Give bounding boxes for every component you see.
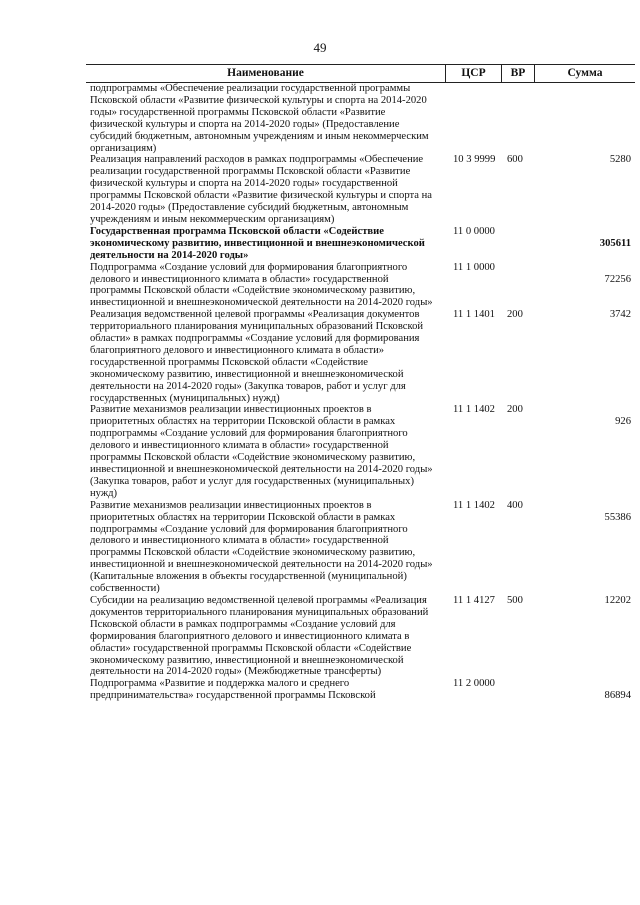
row-sum: 86894 [604, 690, 631, 702]
table-header [86, 64, 635, 83]
row-sum: 305611 [599, 237, 631, 249]
row-csr: 11 1 1401 [453, 309, 495, 321]
table-row [86, 226, 635, 262]
row-name: Развитие механизмов реализации инвестиционных проектов в приоритетных областях на территории Псковской области в рамках подпрограммы «Создание условий для формирования благоприятного делового и инвестиционного климата в области» государственной программы Псковской области «Содействие экономическому развитию, инвестиционной и внешнеэкономической деятельности на 2014-2020 годы» (Капитальные вложения в объекты государственной (муниципальной) собственности) [90, 499, 433, 595]
row-sum: 72256 [604, 273, 631, 285]
header-name: Наименование [227, 66, 304, 79]
table-row [86, 262, 635, 310]
table-row [86, 309, 635, 404]
row-csr: 11 0 0000 [453, 225, 495, 237]
row-sum: 3742 [609, 309, 631, 321]
header-csr: ЦСР [445, 65, 501, 82]
row-csr: 11 2 0000 [453, 678, 495, 690]
row-csr: 11 1 0000 [453, 261, 495, 273]
table-row [86, 500, 635, 595]
table-row [86, 154, 635, 225]
row-sum: 12202 [604, 594, 631, 606]
row-name: Государственная программа Псковской области «Содействие экономическому развитию, инвестиционной и внешнеэкономической деятельности на 2014-2020 годы» [90, 225, 425, 261]
row-name: подпрограммы «Обеспечение реализации государственной программы Псковской области «Развитие физической культуры и спорта на 2014-2020 годы» государственной программы Псковской области «Развитие физической культуры и спорта на 2014-2020 годы» (Предоставление субсидий бюджетным, автономным учреждениям и иным некоммерческим организациям) [90, 83, 429, 154]
table-row [86, 83, 635, 154]
row-sum: 5280 [609, 154, 631, 166]
header-sum: Сумма [534, 65, 635, 82]
table-row [86, 404, 635, 499]
row-name: Развитие механизмов реализации инвестиционных проектов в приоритетных областях на территории Псковской области в рамках подпрограммы «Создание условий для формирования благоприятного делового и инвестиционного климата в области» государственной программы Псковской области «Содействие экономическому развитию, инвестиционной и внешнеэкономической деятельности на 2014-2020 годы» (Закупка товаров, работ и услуг для государственных (муниципальных) нужд) [90, 404, 433, 499]
budget-table [86, 64, 635, 702]
row-name: Подпрограмма «Развитие и поддержка малого и среднего предпринимательства» государственной программы Псковской [90, 678, 376, 702]
row-vr: 500 [507, 594, 523, 606]
row-name: Реализация направлений расходов в рамках подпрограммы «Обеспечение реализации государственной программы Псковской области «Развитие физической культуры и спорта на 2014-2020 годы» государственной программы Псковской области «Развитие физической культуры и спорта на 2014-2020 годы» (Предоставление субсидий бюджетным, автономным учреждениям и иным некоммерческим организациям) [90, 154, 432, 225]
row-csr: 10 3 9999 [453, 154, 496, 166]
row-vr: 200 [507, 404, 523, 416]
row-vr: 600 [507, 154, 523, 166]
header-vr: ВР [501, 65, 534, 82]
page-number: 49 [313, 40, 327, 55]
row-vr: 400 [507, 499, 523, 511]
table-row [86, 595, 635, 678]
row-csr: 11 1 1402 [453, 499, 495, 511]
row-name: Реализация ведомственной целевой программы «Реализация документов территориального планирования муниципальных образований Псковской области» в рамках подпрограммы «Создание условий для формирования благоприятного делового и инвестиционного климата в области» государственной программы Псковской области «Содействие экономическому развитию, инвестиционной и внешнеэкономической деятельности на 2014-2020 годы» (Закупка товаров, работ и услуг для государственных (муниципальных) нужд) [90, 309, 424, 404]
row-csr: 11 1 4127 [453, 594, 495, 606]
row-vr: 200 [507, 309, 523, 321]
row-name: Субсидии на реализацию ведомственной целевой программы «Реализация документов территориального планирования муниципальных образований Псковской области в рамках подпрограммы «Создание условий для формирования благоприятного делового и инвестиционного климата в области» государственной программы Псковской области «Содействие экономическому развитию, инвестиционной и внешнеэкономической деятельности на 2014-2020 годы» (Межбюджетные трансферты) [90, 594, 429, 678]
table-row [86, 678, 635, 702]
row-sum: 926 [615, 416, 631, 428]
row-csr: 11 1 1402 [453, 404, 495, 416]
row-sum: 55386 [604, 511, 631, 523]
row-name: Подпрограмма «Создание условий для формирования благоприятного делового и инвестиционного климата в области» государственной программы Псковской области «Содействие экономическому развитию, инвестиционной и внешнеэкономической деятельности на 2014-2020 годы» [90, 261, 433, 309]
